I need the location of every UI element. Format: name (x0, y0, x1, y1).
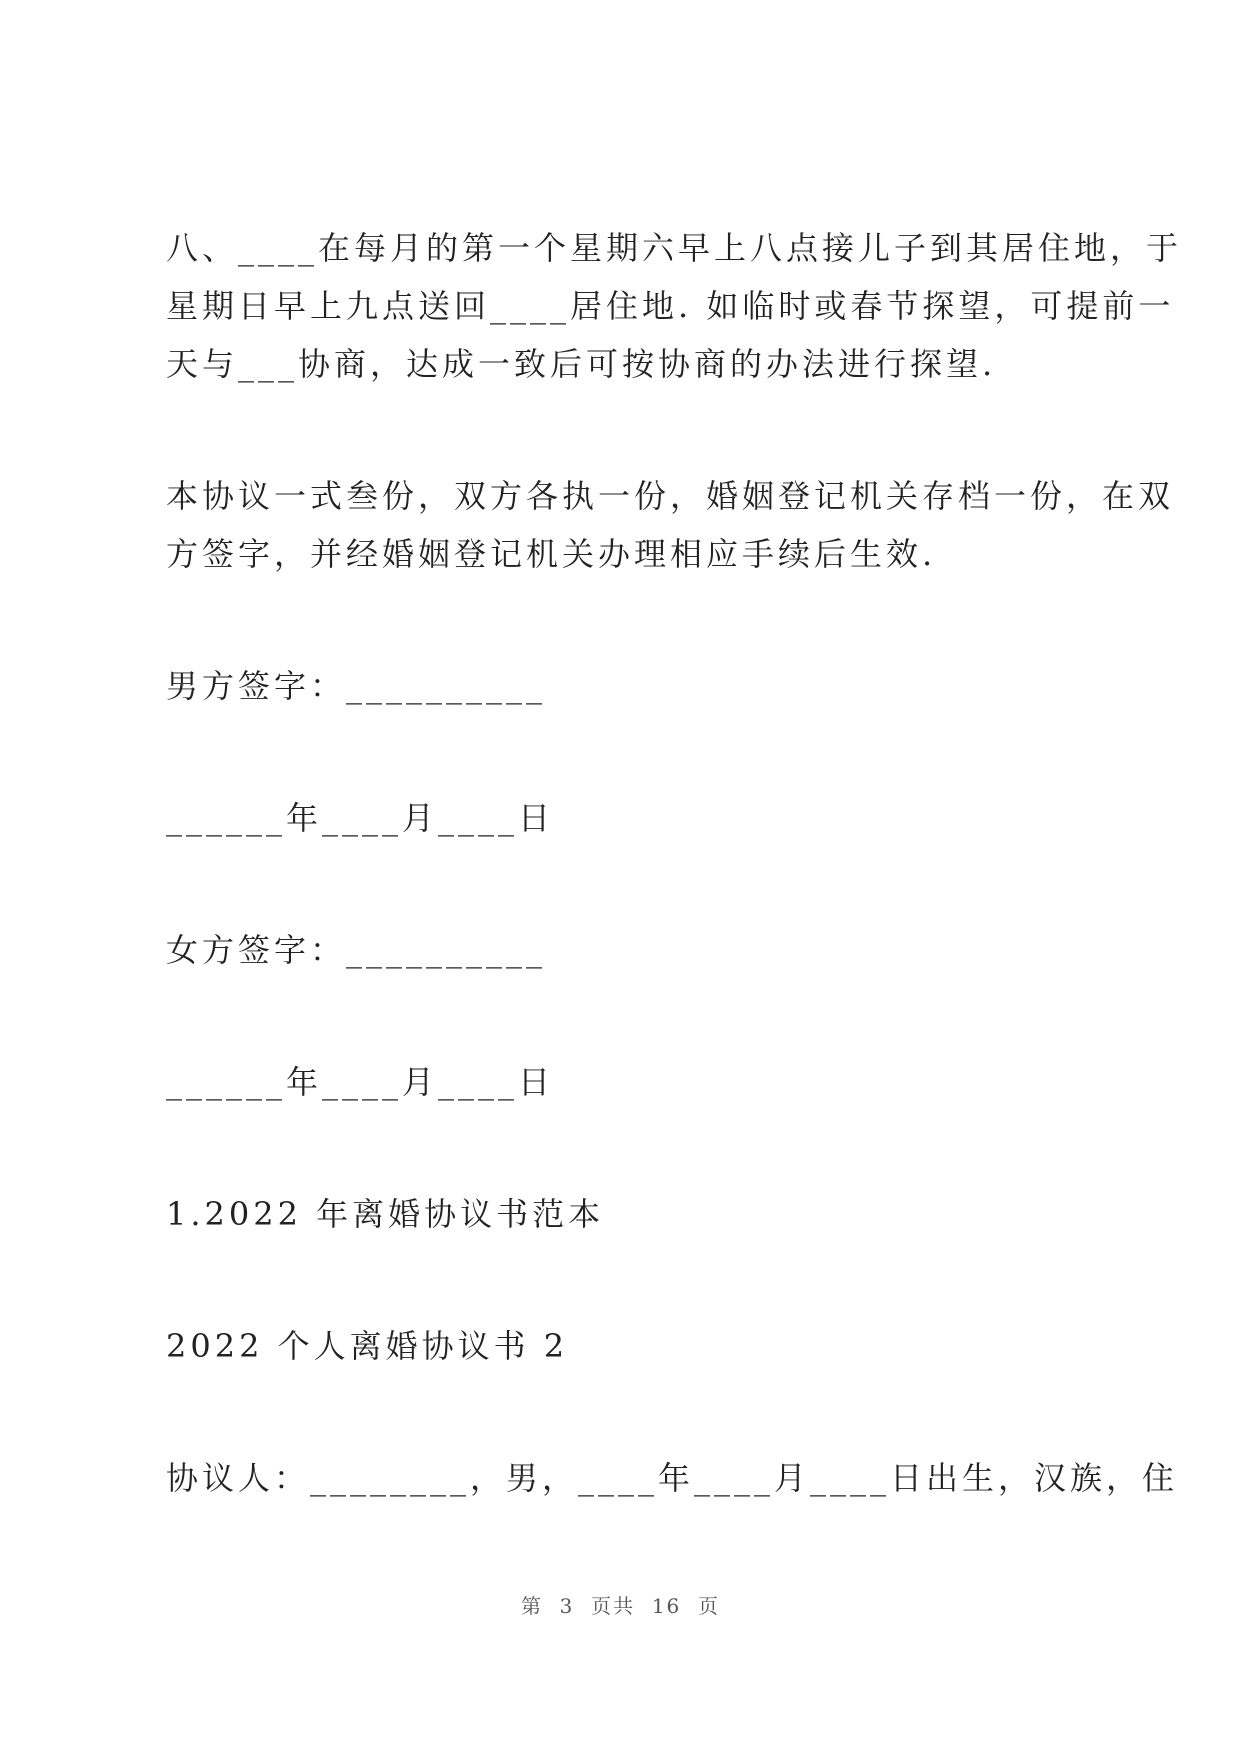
heading-2022-personal-divorce-agreement: 2022 个人离婚协议书 2 (166, 1327, 569, 1365)
party-info-line: 协议人：________，男，____年____月____日出生，汉族，住 (166, 1459, 1179, 1497)
clause-8-line-2: 星期日早上九点送回____居住地. 如临时或春节探望，可提前一 (166, 287, 1175, 325)
clause-8-line-1: 八、____在每月的第一个星期六早上八点接儿子到其居住地，于 (166, 229, 1183, 267)
clause-8-line-3: 天与___协商，达成一致后可按协商的办法进行探望. (166, 345, 997, 383)
male-date-line: ______年____月____日 (166, 799, 555, 837)
effect-clause-line-2: 方签字，并经婚姻登记机关办理相应手续后生效. (166, 535, 937, 573)
female-signature-line: 女方签字：__________ (166, 931, 547, 969)
female-date-line: ______年____月____日 (166, 1063, 555, 1101)
male-signature-line: 男方签字：__________ (166, 667, 547, 705)
effect-clause-line-1: 本协议一式叁份，双方各执一份，婚姻登记机关存档一份，在双 (166, 477, 1175, 515)
page-number-footer: 第 3 页共 16 页 (520, 1594, 721, 1618)
heading-2022-divorce-agreement-template: 1.2022 年离婚协议书范本 (166, 1195, 605, 1233)
